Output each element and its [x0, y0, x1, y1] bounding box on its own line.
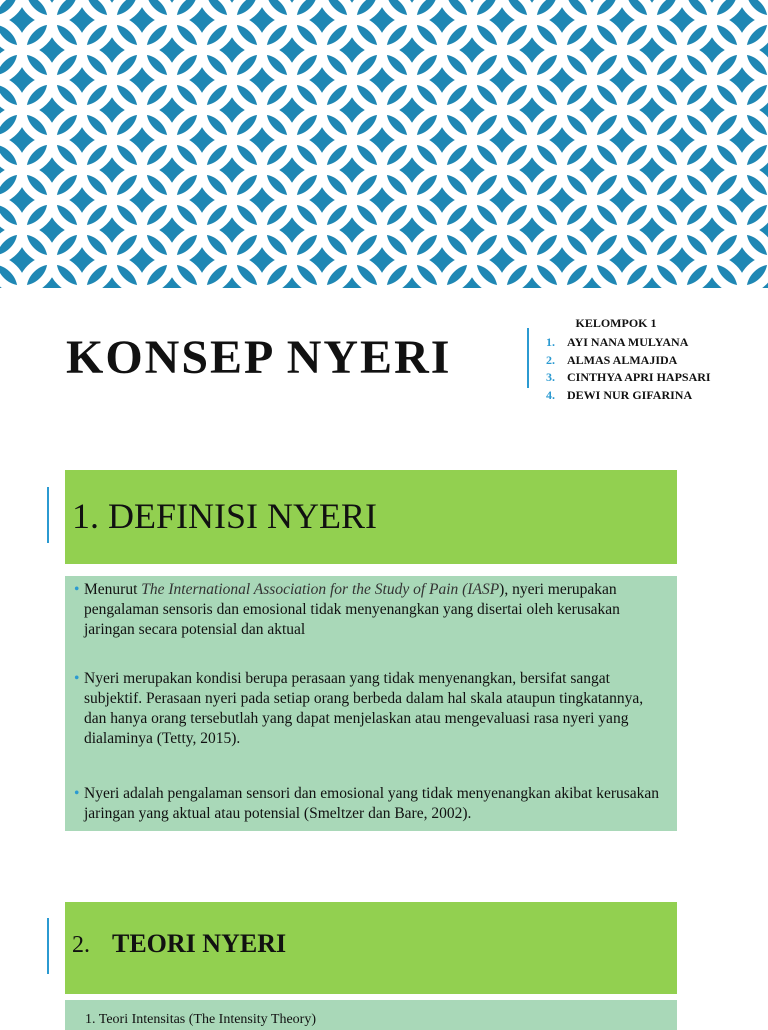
member-item: 2. ALMAS ALMAJIDA [546, 352, 678, 367]
definition-bullet: • Nyeri adalah pengalaman sensori dan emosional yang tidak menyenangkan akibat kerusakan jaringan yang aktual atau potensial (Smeltzer dan Bare, 2002). [74, 785, 660, 822]
section-number: 2. [72, 932, 90, 958]
section-divider-line [47, 918, 49, 974]
section-title-definisi: 1. DEFINISI NYERI [72, 496, 377, 536]
presentation-title: KONSEP NYERI [66, 331, 452, 384]
bullet-icon: • [74, 785, 80, 802]
theory-item: 1. Teori Intensitas (The Intensity Theory) [85, 1012, 316, 1027]
bullet-icon: • [74, 581, 80, 598]
section-divider-line [47, 487, 49, 543]
title-divider-line [527, 328, 529, 388]
member-item: 1. AYI NANA MULYANA [546, 335, 689, 349]
member-item: 3. CINTHYA APRI HAPSARI [546, 370, 711, 384]
definition-bullet: • Nyeri merupakan kondisi berupa perasaan yang tidak menyenangkan, bersifat sangat subjektif. Perasaan nyeri pada setiap orang berbeda dalam hal skala ataupun tingkatannya, dan hanya orang tersebutlah yang dapat menjelaskan atau mengevaluasi rasa nyeri yang dialaminya (Tetty, 2015). [74, 670, 644, 747]
bullet-icon: • [74, 670, 80, 687]
group-heading: KELOMPOK 1 [575, 316, 657, 330]
definition-bullet: • Menurut The International Association for the Study of Pain (IASP), nyeri merupakan pengalaman sensoris dan emosional tidak menyenangkan yang disertai oleh kerusakan jaringan secara potensial dan aktual [74, 581, 620, 638]
group-member-list [546, 316, 711, 404]
decorative-pattern-banner [0, 0, 768, 288]
section-title-teori: TEORI NYERI [112, 929, 287, 958]
member-item: 4. DEWI NUR GIFARINA [546, 387, 693, 402]
